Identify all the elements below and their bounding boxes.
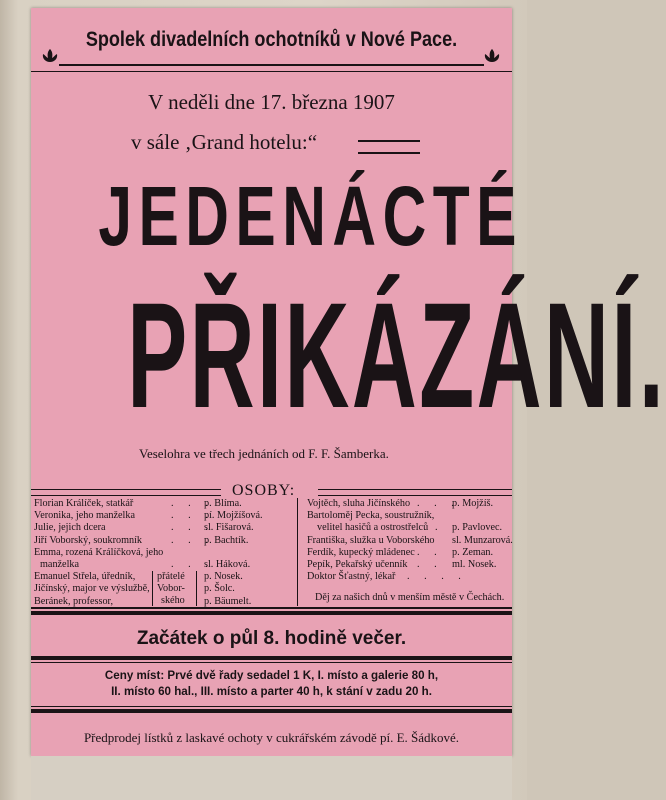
cast-role: Jiří Voborský, soukromník [34,534,143,546]
header-rule [31,71,512,72]
play-subtitle: Veselohra ve třech jednáních od F. F. Šamberka. [139,446,389,461]
cast-actor: p. Bäumelt. [204,595,252,607]
leader-dots: . . [417,546,443,558]
cast-entry [307,522,512,534]
cast-role: Jičínský, major ve výslužbě, [34,583,150,595]
cast-heading-line [31,489,221,496]
leader-dots: . . . [171,510,214,522]
presale-note: Předprodej lístků z laskavé ochoty v cukrářském závodě pí. E. Šádkové. [83,730,460,745]
cast-role: velitel hasičů a ostrostřelců [317,522,429,534]
play-title-line-1: JEDENÁCTÉ [98,169,523,263]
cast-entry [307,547,512,559]
cast-entry [34,522,284,534]
section-rule [31,662,512,663]
cast-actor: p. Pavlovec. [452,522,503,534]
cast-entry [34,535,284,547]
flower-ornament-icon [40,48,60,64]
flower-ornament-icon [482,48,502,64]
cast-column-divider [297,498,298,606]
cast-role: Františka, služka u Voborského [307,534,435,546]
cast-role: Ferdík, kupecký mládenec [307,546,415,558]
leader-dots: . [435,522,444,534]
cast-actor: sl. Háková. [204,558,251,570]
header-rule [59,64,484,66]
leader-dots: . . [417,558,443,570]
leader-dots: . . . [417,498,460,509]
section-rule [31,611,512,615]
leader-dots: . . . . [407,571,467,583]
cast-role: Emma, rozená Králíčková, jeho [34,546,164,558]
leader-dots: . . . [171,522,214,534]
section-rule [31,656,512,660]
friends-brace [152,571,153,606]
society-name: Spolek divadelních ochotníků v Nové Pace. [85,28,458,51]
scrapbook-page-bottom [31,756,512,800]
leader-dots: . . . [171,534,214,546]
play-title-line-2: PŘIKÁZÁNÍ. [127,271,666,439]
cast-actor: pí. Mojžíšová. [204,510,263,522]
theatre-poster [31,8,666,756]
friends-brace [196,571,197,606]
section-rule [31,706,512,707]
cast-role: Doktor Šťastný, lékař [307,571,396,583]
cast-actor: p. Bachtík. [204,534,249,546]
cast-entry [34,510,284,522]
cast-actor: sl. Fišarová. [204,522,254,534]
cast-actor: ml. Nosek. [452,558,497,570]
cast-role: Veronika, jeho manželka [34,510,135,522]
cast-role: Pepík, Pekařský učenník [307,558,408,570]
cast-entry [307,571,512,583]
cast-actor: p. Nosek. [204,571,243,583]
friends-note-line: Vobor- [157,583,185,595]
cast-role: manželka [40,558,80,570]
cast-actor: p. Zeman. [452,546,494,558]
performance-date: V neděli dne 17. března 1907 [148,90,395,114]
friends-note-line: ského [161,595,185,607]
cast-actor: sl. Munzarová. [452,534,513,546]
ticket-prices-line: Ceny míst: Prvé dvě řady sedadel 1 K, I. místo a galerie 80 h, [104,669,439,682]
scene-note: Děj za našich dnů v menším městě v Čechách. [315,592,505,603]
cast-role: Vojtěch, sluha Jičínského [307,498,411,509]
venue-ornament-lines [358,140,420,154]
cast-heading: OSOBY: [232,482,296,499]
cast-entry [307,510,512,522]
cast-role: Emanuel Střela, úředník, [34,571,136,583]
cast-entry [34,559,284,571]
friends-note [157,571,185,608]
start-time: Začátek o půl 8. hodině večer. [136,628,407,649]
cast-heading-line [318,489,512,496]
ticket-prices-line: II. místo 60 hal., III. místo a parter 40 h, k stání v zadu 20 h. [111,685,432,698]
cast-list-right [307,498,512,583]
cast-entry [307,535,512,547]
performance-venue: v sále ‚Grand hotelu:“ [131,130,318,154]
cast-actor: p. Mojžíš. [452,498,494,509]
cast-entry [307,498,512,510]
section-rule [31,607,512,609]
cast-role: Florian Králíček, statkář [34,498,134,509]
cast-actor: p. Blíma. [204,498,242,509]
leader-dots: . . . [171,498,214,509]
cast-actor: p. Šolc. [204,583,235,595]
cast-role: Beránek, professor, [34,595,114,607]
leader-dots: . . . [171,558,214,570]
cast-entry [34,547,284,559]
cast-entry [34,498,284,510]
cast-role: Julie, jejich dcera [34,522,106,534]
friends-note-line: přátelé [157,571,185,582]
ticket-prices [31,668,512,700]
section-rule [31,709,512,713]
cast-role: Bartoloměj Pecka, soustružník, [307,510,435,522]
cast-entry [307,559,512,571]
